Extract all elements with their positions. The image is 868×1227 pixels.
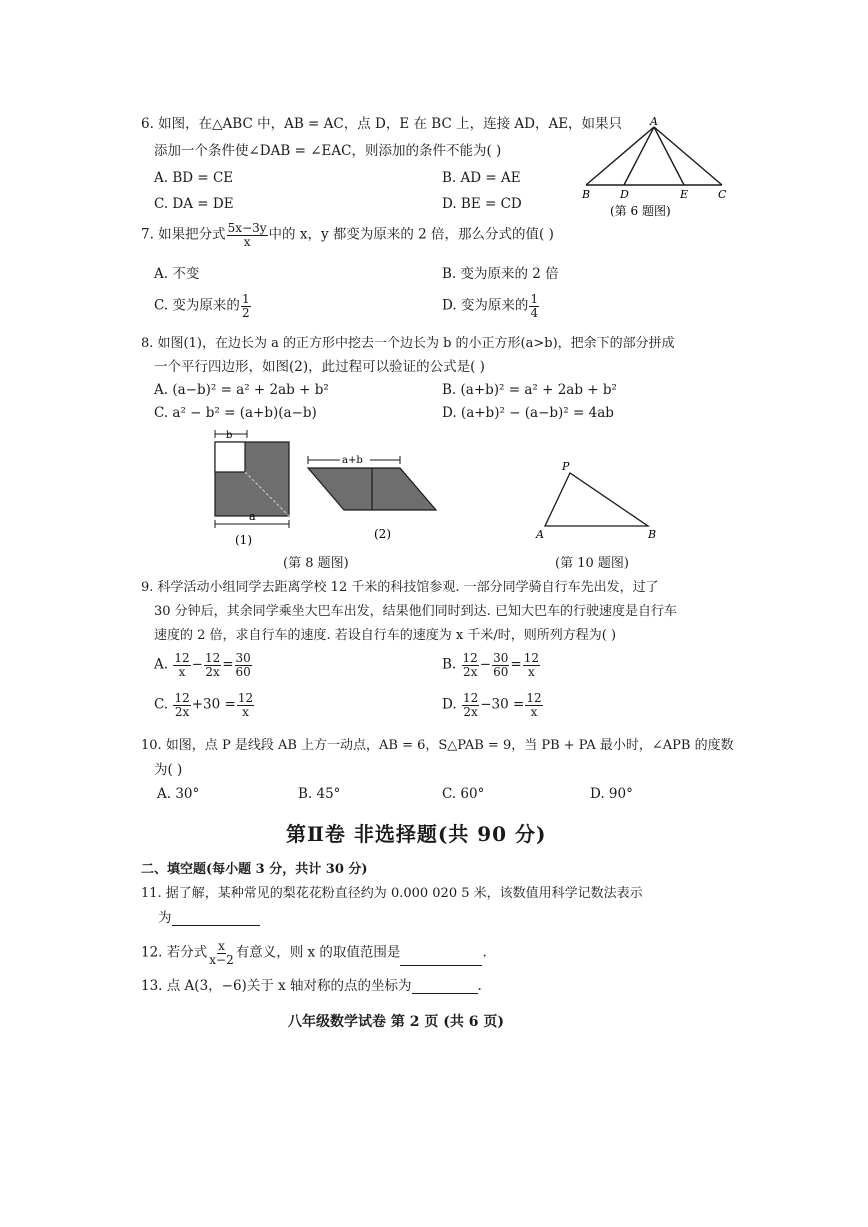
q8-option-a: A. (a−b)² = a² + 2ab + b²	[154, 382, 329, 398]
q9-d-label: D.	[442, 696, 457, 713]
q9-a-op: −	[191, 656, 203, 673]
q7-d-num: 1	[530, 292, 539, 306]
q9-c-n1: 12	[174, 691, 190, 705]
q11-line1: 11. 据了解，某种常见的梨花花粉直径约为 0.000 020 5 米，该数值用科学记数法表示	[141, 886, 643, 901]
q9-b-d2: 60	[493, 664, 509, 679]
q9-d-n1: 12	[462, 691, 479, 705]
q9-a-n3: 30	[235, 651, 251, 665]
q9-b-eq: =	[510, 656, 522, 673]
q12-period: .	[482, 944, 487, 961]
q10-line1: 10. 如图，点 P 是线段 AB 上方一动点，AB = 6，S△PAB = 9，当 PB + PA 最小时，∠APB 的度数	[141, 738, 734, 753]
q9-b-label: B.	[442, 656, 457, 673]
q9-b-op: −	[479, 656, 492, 673]
q11-line2-text: 为	[158, 910, 172, 926]
q10-label-a: A	[536, 528, 544, 541]
q13-answer-blank[interactable]	[412, 979, 478, 994]
q9-c-d1: 2x	[174, 704, 190, 719]
q9-option-c	[154, 692, 255, 718]
q7-option-a: A. 不变	[154, 266, 200, 282]
q9-line3: 速度的 2 倍，求自行车的速度. 若设自行车的速度为 x 千米/时，则所列方程为( )	[154, 628, 617, 643]
q8-line1: 8. 如图(1)，在边长为 a 的正方形中挖去一个边长为 b 的小正方形(a>b)，把余下的部分拼成	[141, 336, 675, 351]
q10-option-c: C. 60°	[442, 786, 485, 802]
q7-option-d	[442, 293, 540, 319]
q10-figure-caption: (第 10 题图)	[555, 556, 629, 571]
q10-label-b: B	[648, 528, 657, 541]
q6-edge-ad	[624, 127, 654, 185]
q6-option-c: C. DA = DE	[154, 196, 234, 212]
q9-b-frac3	[523, 652, 540, 678]
q9-option-d	[442, 692, 544, 718]
q9-d-d1: 2x	[463, 704, 478, 719]
q6-label-c: C	[718, 188, 727, 201]
q8-fig1-small-square	[215, 442, 245, 472]
q12-frac-num: x	[218, 939, 225, 953]
q6-label-e: E	[680, 188, 689, 201]
q9-d-frac2	[525, 692, 542, 718]
q12-frac-den: x−2	[209, 952, 234, 967]
q6-line2: 添加一个条件使∠DAB = ∠EAC，则添加的条件不能为( )	[154, 143, 502, 159]
q6-option-b: B. AD = AE	[442, 170, 521, 186]
q8-fig2-caption: (2)	[374, 527, 391, 541]
q12-pre: 12. 若分式	[141, 944, 208, 961]
q12-fraction	[208, 940, 234, 966]
q9-b-frac1	[462, 652, 479, 678]
q9-c-label: C.	[154, 696, 169, 713]
q9-a-frac1	[173, 652, 190, 678]
q8-figure-caption: (第 8 题图)	[283, 556, 349, 571]
q9-option-b	[442, 652, 541, 678]
q6-edge-ae	[654, 127, 684, 185]
q7-option-c	[154, 293, 252, 319]
q9-a-frac3	[235, 652, 252, 678]
q9-a-n2: 12	[204, 651, 221, 665]
q12-post: 有意义，则 x 的取值范围是	[235, 944, 401, 961]
q9-c-n3: 12	[237, 691, 254, 705]
q7-option-c-frac	[241, 293, 251, 319]
q6-line1: 6. 如图，在△ABC 中，AB = AC，点 D，E 在 BC 上，连接 AD，AE，如果只	[141, 116, 623, 132]
q9-b-d3: x	[527, 664, 535, 679]
q9-line1: 9. 科学活动小组同学去距离学校 12 千米的科技馆参观. 一部分同学骑自行车先出发，过了	[141, 580, 659, 595]
q8-option-d: D. (a+b)² − (a−b)² = 4ab	[442, 405, 614, 421]
q9-b-n3: 12	[523, 651, 539, 665]
q9-b-n1: 12	[462, 651, 478, 665]
q7-c-den: 2	[241, 305, 250, 320]
q6-label-a: A	[650, 115, 658, 128]
q7-option-c-text: C. 变为原来的	[154, 297, 240, 314]
q6-caption: (第 6 题图)	[610, 204, 671, 218]
fill-blank-heading: 二、填空题(每小题 3 分，共计 30 分)	[141, 862, 368, 877]
q9-b-d1: 2x	[462, 664, 478, 679]
q6-label-d: D	[620, 188, 629, 201]
q13-text: 13. 点 A(3，−6)关于 x 轴对称的点的坐标为	[141, 978, 412, 994]
q6-edge-ab	[586, 127, 654, 185]
q11-line2	[158, 910, 260, 926]
q8-option-c: C. a² − b² = (a+b)(a−b)	[154, 405, 317, 421]
q10-triangle	[545, 473, 648, 526]
q9-a-n1: 12	[174, 651, 190, 665]
q8-option-b: B. (a+b)² = a² + 2ab + b²	[442, 382, 617, 398]
q9-b-frac2	[492, 652, 509, 678]
q8-fig1-caption: (1)	[235, 533, 252, 547]
q6-edge-ac	[654, 127, 722, 185]
q9-d-n3: 12	[526, 691, 542, 705]
q9-a-eq: =	[222, 656, 234, 673]
q9-c-d3: x	[242, 704, 249, 719]
q7-frac-num: 5x−3y	[227, 221, 267, 235]
q7-d-den: 4	[530, 305, 539, 320]
q9-a-label: A.	[154, 656, 169, 673]
q8-fig2-ab-label: a+b	[342, 455, 363, 466]
q8-fig1-a-label: a	[249, 510, 256, 523]
q7-option-b: B. 变为原来的 2 倍	[442, 266, 559, 282]
q6-option-d: D. BE = CD	[442, 196, 522, 212]
q7-post: 中的 x，y 都变为原来的 2 倍，那么分式的值( )	[268, 226, 554, 243]
q12-answer-blank[interactable]	[400, 951, 482, 966]
q9-d-frac1	[462, 692, 479, 718]
q8-fig1-b-label: b	[226, 430, 233, 441]
q9-d-mid: −30 =	[480, 696, 525, 713]
q10-triangle-figure	[530, 458, 670, 548]
q8-line2: 一个平行四边形，如图(2)，此过程可以验证的公式是( )	[154, 359, 485, 375]
q10-option-a: A. 30°	[157, 786, 200, 802]
q7-option-d-frac	[529, 293, 539, 319]
q6-option-a: A. BD = CE	[154, 170, 234, 186]
q6-triangle-figure	[570, 115, 740, 220]
q7-frac-den: x	[243, 234, 251, 249]
q7-option-d-text: D. 变为原来的	[442, 297, 529, 314]
q12-stem	[141, 940, 487, 966]
q6-label-b: B	[582, 188, 591, 201]
q10-option-b: B. 45°	[298, 786, 341, 802]
q9-d-d3: x	[530, 704, 538, 719]
q7-stem	[141, 222, 554, 248]
q7-c-num: 1	[241, 292, 250, 306]
q13-period: .	[477, 978, 482, 994]
q13-stem	[141, 978, 482, 994]
q8-figure-1	[205, 428, 295, 553]
q9-b-n2: 30	[493, 651, 509, 665]
q10-line2: 为( )	[154, 762, 183, 778]
q9-a-d2: 2x	[205, 664, 220, 679]
q7-fraction	[227, 222, 268, 248]
q9-c-mid: +30 =	[191, 696, 236, 713]
q10-option-d: D. 90°	[590, 786, 633, 802]
section-2-title: 第Ⅱ卷 非选择题(共 90 分)	[286, 822, 547, 846]
q9-a-d3: 60	[235, 664, 251, 679]
page-footer: 八年级数学试卷 第 2 页 (共 6 页)	[288, 1014, 504, 1030]
q7-pre: 7. 如果把分式	[141, 226, 226, 243]
q9-a-frac2	[204, 652, 221, 678]
q9-c-frac1	[173, 692, 190, 718]
q9-c-frac2	[237, 692, 254, 718]
q11-answer-blank[interactable]	[172, 911, 260, 926]
q9-option-a	[154, 652, 253, 678]
q9-a-d1: x	[178, 664, 186, 679]
q9-line2: 30 分钟后，其余同学乘坐大巴车出发，结果他们同时到达. 已知大巴车的行驶速度是自行车	[154, 604, 677, 619]
q10-label-p: P	[562, 460, 570, 473]
q8-figure-2	[298, 450, 443, 550]
